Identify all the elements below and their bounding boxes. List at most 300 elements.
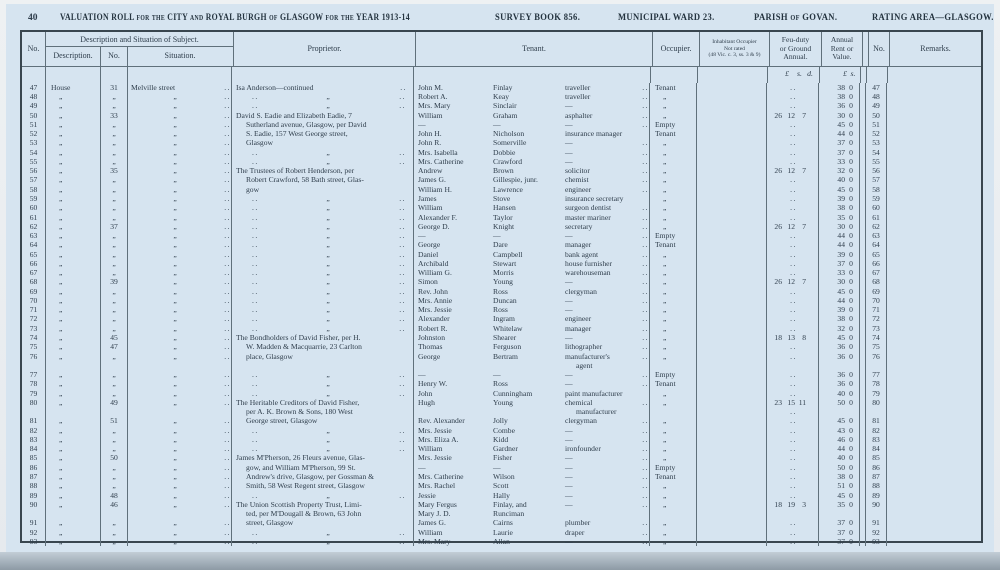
proprietor-cell (232, 222, 414, 231)
inhabitant-occupier-cell (697, 287, 767, 296)
occupier-cell: Tenant (650, 129, 697, 138)
tenant-surname-cell: Cairns (493, 518, 513, 528)
remarks-cell (887, 222, 981, 231)
proprietor-text (232, 501, 413, 509)
occupier-cell: „ (650, 315, 697, 324)
leader-dots: .. (399, 268, 406, 278)
occupation-cell (562, 389, 650, 398)
occupation-value: traveller (565, 82, 591, 92)
proprietor-cell (232, 241, 414, 250)
street-number-cell: „ (101, 518, 128, 527)
tenant-surname-cell: Lawrence (493, 184, 523, 194)
leader-dots: .. (642, 175, 649, 185)
description-cell: „ (46, 342, 101, 351)
annual-rent-cell (819, 296, 860, 305)
inhabitant-occupier-cell (697, 333, 767, 342)
annual-rent-cell (819, 176, 860, 185)
annual-rent-cell (819, 370, 860, 379)
leader-dots: .. (252, 314, 259, 324)
tenant-forename-cell: Robert A. (418, 92, 448, 102)
situation-cell (128, 231, 232, 240)
rent-pounds: 35 (837, 499, 845, 509)
feu-dots-wrap (767, 417, 818, 425)
leader-dots: .. (642, 110, 649, 120)
row-number-cell (22, 361, 46, 370)
occupation-cell (562, 315, 650, 324)
feu-dots-wrap (767, 371, 818, 379)
street-number-cell: 46 (101, 500, 128, 509)
feu-duty-cell (767, 509, 819, 518)
occupier-cell: „ (650, 166, 697, 175)
remarks-cell (887, 463, 981, 472)
feu-duty-cell (767, 194, 819, 203)
rent-shillings: 0 (849, 295, 853, 305)
occupation-cell (562, 472, 650, 481)
leader-dots: .. (399, 147, 406, 157)
feu-dots-wrap (767, 454, 818, 462)
occupation-cell (562, 296, 650, 305)
situation-value: „ (173, 175, 177, 185)
situation-cell (128, 426, 232, 435)
ditto-mark: „ (326, 536, 330, 546)
remarks-cell (887, 296, 981, 305)
tenant-surname-cell: Stove (493, 194, 511, 204)
street-number-cell: „ (101, 389, 128, 398)
feu-shillings: 19 (787, 499, 795, 509)
row-number-right-cell: 57 (865, 176, 887, 185)
tenant-forename-cell: William (418, 527, 443, 537)
row-number-cell: 70 (22, 296, 46, 305)
description-cell: „ (46, 426, 101, 435)
proprietor-ditto (232, 445, 413, 453)
rent-pounds: 40 (837, 388, 845, 398)
description-cell: „ (46, 129, 101, 138)
ditto-mark: „ (326, 194, 330, 204)
description-cell: House (46, 83, 101, 92)
occupier-cell: Tenant (650, 472, 697, 481)
leader-dots: .. (224, 527, 231, 537)
proprietor-ditto (232, 251, 413, 259)
leader-dots: .. (399, 527, 406, 537)
tenant-forename-cell: James G. (418, 175, 446, 185)
leader-dots: .. (252, 156, 259, 166)
proprietor-cell (232, 296, 414, 305)
row-number-cell: 67 (22, 268, 46, 277)
situation-value: „ (173, 92, 177, 102)
feu-dots-wrap (767, 139, 818, 147)
ditto-mark: „ (326, 388, 330, 398)
occupation-cell (562, 259, 650, 268)
feu-duty-cell (767, 259, 819, 268)
table-row (22, 83, 981, 92)
annual-rent-cell (819, 222, 860, 231)
rating-area-label: RATING AREA—GLASGOW. (872, 13, 994, 23)
leader-dots: .. (399, 370, 406, 380)
feu-dots-wrap (767, 251, 818, 259)
row-number-right-cell: 66 (865, 259, 887, 268)
street-number-cell: „ (101, 352, 128, 361)
table-row (22, 305, 981, 314)
proprietor-cell (232, 472, 414, 481)
tenant-forename-cell: Rev. John (418, 286, 448, 296)
table-row (22, 259, 981, 268)
tenant-surname-cell: Scott (493, 481, 509, 491)
row-number-right-cell: 71 (865, 305, 887, 314)
inhabitant-occupier-cell (697, 407, 767, 416)
occupation-cell (562, 500, 650, 509)
row-number-cell: 87 (22, 472, 46, 481)
feu-dots-wrap (767, 93, 818, 101)
occupation-value: warehouseman (565, 268, 611, 278)
row-number-cell: 88 (22, 481, 46, 490)
proprietor-ditto (232, 380, 413, 388)
occupation-cell (562, 370, 650, 379)
rent-shillings: 0 (849, 221, 853, 231)
annual-rent-cell (819, 380, 860, 389)
annual-rent-cell (819, 426, 860, 435)
table-row (22, 148, 981, 157)
street-number-cell: 31 (101, 83, 128, 92)
feu-duty-cell (767, 370, 819, 379)
leader-dots: .. (224, 194, 231, 204)
proprietor-ditto (232, 492, 413, 500)
parish-label: PARISH of GOVAN. (754, 13, 838, 23)
leader-dots: .. (642, 119, 649, 129)
leader-dots: .. (224, 138, 231, 148)
feu-dots-wrap (767, 445, 818, 453)
annual-rent-cell (819, 148, 860, 157)
occupation-cell (562, 157, 650, 166)
feu-duty-cell (767, 463, 819, 472)
rent-shillings: 0 (849, 305, 853, 315)
occupation-value: — (565, 277, 573, 287)
table-row (22, 268, 981, 277)
leader-dots: .. (252, 258, 259, 268)
leader-dots: .. (224, 323, 231, 333)
feu-dots-wrap (767, 529, 818, 537)
proprietor-ditto (232, 529, 413, 537)
leader-dots: .. (224, 536, 231, 546)
leader-dots: .. (790, 184, 797, 194)
tenant-surname-cell: Young (493, 277, 513, 287)
row-number-cell: 56 (22, 166, 46, 175)
rent-pounds: 32 (837, 323, 845, 333)
row-number-right-cell: 53 (865, 139, 887, 148)
rent-shillings: 0 (849, 434, 853, 444)
table-row (22, 426, 981, 435)
proprietor-cell (232, 278, 414, 287)
tenant-forename-cell: — (418, 119, 426, 129)
feu-shillings: 12 (787, 221, 795, 231)
rent-pounds: 36 (837, 351, 845, 361)
feu-shillings: 12 (787, 277, 795, 287)
feu-dots-wrap (767, 232, 818, 240)
remarks-cell (887, 398, 981, 407)
inhabitant-occupier-cell (697, 463, 767, 472)
rent-shillings: 0 (849, 240, 853, 250)
rent-pounds: 36 (837, 370, 845, 380)
leader-dots: .. (642, 471, 649, 481)
table-row (22, 389, 981, 398)
leader-dots: .. (790, 490, 797, 500)
inhabitant-occupier-cell (697, 241, 767, 250)
situation-value: „ (173, 333, 177, 342)
leader-dots: .. (790, 240, 797, 250)
page-header (6, 13, 994, 31)
street-number-cell: „ (101, 120, 128, 129)
rent-shillings: 0 (849, 536, 853, 546)
remarks-cell (887, 361, 981, 370)
description-cell: „ (46, 222, 101, 231)
remarks-cell (887, 426, 981, 435)
row-number-right-cell: 50 (865, 111, 887, 120)
row-number-right-cell: 81 (865, 417, 887, 426)
leader-dots: .. (790, 268, 797, 278)
situation-value: „ (173, 268, 177, 278)
leader-dots: .. (642, 444, 649, 454)
proprietor-ditto (232, 269, 413, 277)
table-row (22, 435, 981, 444)
street-number-cell: „ (101, 305, 128, 314)
feu-duty-cell (767, 305, 819, 314)
proprietor-cell (232, 185, 414, 194)
annual-rent-cell (819, 500, 860, 509)
street-number-cell: „ (101, 315, 128, 324)
row-number-right-cell: 54 (865, 148, 887, 157)
proprietor-ditto (232, 315, 413, 323)
leader-dots: .. (399, 444, 406, 454)
proprietor-cell (232, 102, 414, 111)
rent-pounds: 39 (837, 305, 845, 315)
inhabitant-occupier-cell (697, 139, 767, 148)
tenant-forename-cell: Mary J. D. (418, 509, 451, 519)
tenant-forename-cell: James (418, 194, 437, 204)
leader-dots: .. (252, 434, 259, 444)
street-number-cell: „ (101, 241, 128, 250)
remarks-cell (887, 407, 981, 416)
leader-dots: .. (224, 119, 231, 129)
occupier-cell: „ (650, 102, 697, 111)
inhabitant-occupier-cell (697, 361, 767, 370)
occupation-value: — (565, 471, 573, 481)
remarks-cell (887, 278, 981, 287)
situation-cell (128, 203, 232, 212)
situation-cell (128, 463, 232, 472)
occupier-cell: „ (650, 250, 697, 259)
remarks-cell (887, 166, 981, 175)
inhabitant-occupier-cell (697, 444, 767, 453)
row-number-right-cell: 85 (865, 454, 887, 463)
row-number-cell: 83 (22, 435, 46, 444)
row-number-cell: 69 (22, 287, 46, 296)
inhabitant-line-2: Not rated (724, 45, 745, 52)
description-cell: „ (46, 352, 101, 361)
leader-dots: .. (252, 92, 259, 102)
tenant-surname-cell: Fisher (493, 453, 512, 463)
situation-value: „ (173, 194, 177, 204)
street-number-cell: „ (101, 129, 128, 138)
street-number-cell: „ (101, 472, 128, 481)
feu-dots-wrap (767, 204, 818, 212)
leader-dots: .. (252, 536, 259, 546)
row-number-right-cell: 83 (865, 435, 887, 444)
feu-duty-cell (767, 250, 819, 259)
feu-duty-cell (767, 417, 819, 426)
street-number-cell: „ (101, 102, 128, 111)
table-row (22, 176, 981, 185)
rent-pounds: 45 (837, 184, 845, 194)
proprietor-ditto (232, 306, 413, 314)
annual-rent-cell (819, 120, 860, 129)
leader-dots: .. (224, 184, 231, 194)
ditto-mark: „ (326, 231, 330, 241)
proprietor-ditto (232, 241, 413, 249)
occupier-cell (650, 509, 697, 518)
leader-dots: .. (790, 434, 797, 444)
description-cell: „ (46, 250, 101, 259)
row-number-cell: 76 (22, 352, 46, 361)
row-number-right-cell: 90 (865, 500, 887, 509)
leader-dots: .. (790, 416, 797, 426)
feu-duty-cell (767, 361, 819, 370)
inhabitant-occupier-cell (697, 491, 767, 500)
proprietor-cell (232, 92, 414, 101)
tenant-forename-cell (414, 407, 489, 416)
feu-duty-cell (767, 454, 819, 463)
occupation-value: ironfounder (565, 444, 601, 454)
feu-duty-cell (767, 528, 819, 537)
description-cell: „ (46, 148, 101, 157)
proprietor-cell (232, 176, 414, 185)
inhabitant-occupier-cell (697, 342, 767, 351)
tenant-surname-cell: Laurie (493, 527, 513, 537)
leader-dots: .. (224, 434, 231, 444)
feu-pence: 3 (802, 499, 806, 509)
row-number-cell: 49 (22, 102, 46, 111)
street-number-cell: 45 (101, 333, 128, 342)
description-cell: „ (46, 213, 101, 222)
feu-duty-cell (767, 324, 819, 333)
annual-rent-cell (819, 259, 860, 268)
annual-rent-cell (819, 389, 860, 398)
leader-dots: .. (790, 471, 797, 481)
feu-line-1: Feu-duty (781, 35, 810, 45)
leader-dots: .. (399, 240, 406, 250)
leader-dots: .. (224, 314, 231, 324)
situation-value: „ (173, 323, 177, 333)
inhabitant-occupier-cell (697, 296, 767, 305)
tenant-surname-cell (489, 407, 562, 416)
occupier-cell (650, 407, 697, 416)
proprietor-cell (232, 139, 414, 148)
leader-dots: .. (224, 240, 231, 250)
occupation-value: chemical (565, 397, 593, 407)
occupation-cell (562, 509, 650, 518)
leader-dots: .. (252, 370, 259, 380)
description-cell: „ (46, 463, 101, 472)
occupation-cell (562, 176, 650, 185)
table-row (22, 537, 981, 546)
occupation-value: — (565, 101, 573, 111)
leader-dots: .. (224, 444, 231, 454)
situation-value: „ (173, 351, 177, 361)
leader-dots: .. (399, 323, 406, 333)
row-number-right-cell: 58 (865, 185, 887, 194)
rent-pounds: 38 (837, 203, 845, 213)
rent-unit-pounds: £ (843, 69, 847, 78)
col-header-situation: Situation. (164, 51, 196, 61)
situation-value: „ (173, 156, 177, 166)
leader-dots: .. (642, 379, 649, 389)
row-number-right-cell: 92 (865, 528, 887, 537)
description-cell: „ (46, 398, 101, 407)
proprietor-cell (232, 500, 414, 509)
description-cell: „ (46, 333, 101, 342)
situation-value: „ (173, 305, 177, 315)
feu-dots-wrap (767, 436, 818, 444)
feu-line-2: or Ground (779, 43, 812, 53)
situation-value: „ (173, 203, 177, 213)
street-number-cell: „ (101, 259, 128, 268)
description-cell: „ (46, 259, 101, 268)
occupation-cell (562, 185, 650, 194)
leader-dots: .. (224, 453, 231, 463)
proprietor-cell (232, 250, 414, 259)
leader-dots: .. (642, 156, 649, 166)
row-number-cell: 78 (22, 380, 46, 389)
rent-shillings: 0 (849, 342, 853, 352)
annual-rent-cell (819, 166, 860, 175)
feu-dots-wrap (767, 241, 818, 249)
proprietor-ditto (232, 538, 413, 546)
ditto-mark: „ (326, 147, 330, 157)
row-number-cell: 72 (22, 315, 46, 324)
leader-dots: .. (642, 434, 649, 444)
inhabitant-occupier-cell (697, 176, 767, 185)
occupier-cell: „ (650, 287, 697, 296)
proprietor-ditto (232, 102, 413, 110)
proprietor-cell (232, 305, 414, 314)
occupier-cell: Empty (650, 120, 697, 129)
table-row (22, 222, 981, 231)
tenant-forename-cell (414, 361, 489, 370)
annual-rent-cell (819, 315, 860, 324)
leader-dots: .. (224, 333, 231, 342)
occupier-cell: „ (650, 444, 697, 453)
tenant-forename-cell: Thomas (418, 342, 443, 352)
situation-cell (128, 472, 232, 481)
ditto-mark: „ (326, 203, 330, 213)
col-header-feu-duty (770, 32, 822, 66)
rent-pounds: 37 (837, 518, 845, 528)
description-cell: „ (46, 111, 101, 120)
inhabitant-occupier-cell (697, 102, 767, 111)
annual-rent-cell (819, 454, 860, 463)
feu-dots-wrap (767, 492, 818, 500)
proprietor-line: The Union Scottish Property Trust, Limi- (236, 499, 362, 509)
occupation-value: traveller (565, 92, 591, 102)
rent-shillings: 0 (849, 379, 853, 389)
page-title: VALUATION ROLL for the CITY and ROYAL BURGH of GLASGOW for the YEAR 1913-14 (60, 13, 410, 23)
street-number-cell: „ (101, 213, 128, 222)
occupier-cell: „ (650, 398, 697, 407)
row-number-right-cell: 56 (865, 166, 887, 175)
inhabitant-occupier-cell (697, 518, 767, 527)
street-number-cell: „ (101, 231, 128, 240)
occupation-value: asphalter (565, 110, 593, 120)
rent-shillings: 0 (849, 92, 853, 102)
occupation-value: — (565, 453, 573, 463)
